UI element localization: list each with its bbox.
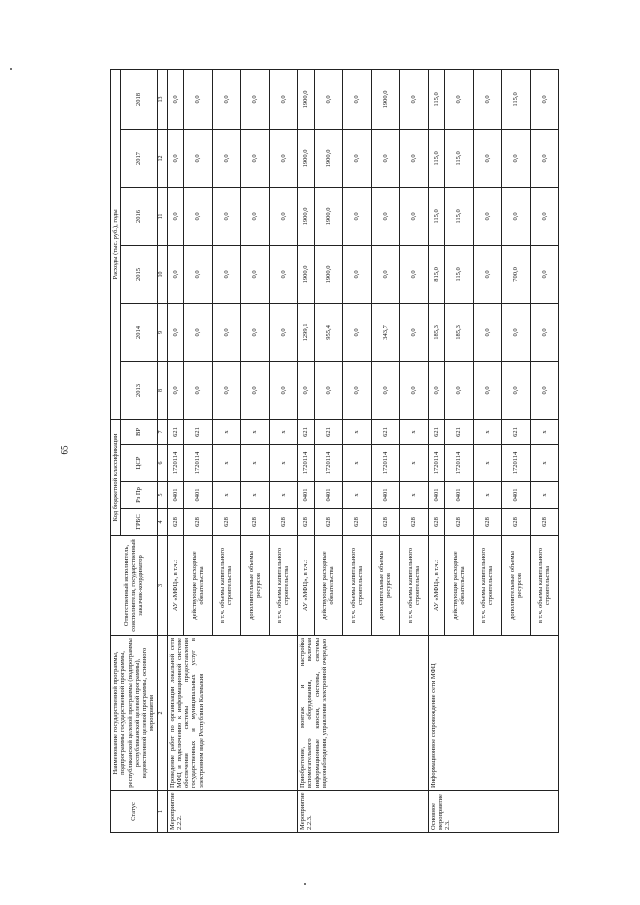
amount-cell: 0,0: [212, 303, 240, 361]
amount-cell: 115,0: [428, 187, 445, 245]
vr-cell: 621: [314, 419, 342, 444]
amount-cell: 955,4: [314, 303, 342, 361]
amount-cell: 0,0: [445, 69, 473, 129]
amount-cell: 115,0: [428, 129, 445, 187]
amount-cell: 0,0: [241, 303, 269, 361]
amount-cell: 0,0: [502, 361, 530, 419]
csr-cell: 1720114: [428, 445, 445, 482]
executor-cell: в т.ч. объемы капитального строительства: [343, 536, 371, 636]
amount-cell: 1900,0: [371, 69, 399, 129]
scan-speck: [10, 68, 12, 70]
grbs-cell: 628: [445, 509, 473, 536]
amount-cell: 0,0: [212, 69, 240, 129]
amount-cell: 343,7: [371, 303, 399, 361]
amount-cell: 0,0: [212, 129, 240, 187]
csr-cell: x: [473, 445, 501, 482]
amount-cell: 815,0: [428, 245, 445, 303]
grbs-cell: 628: [269, 509, 297, 536]
vr-cell: x: [343, 419, 371, 444]
amount-cell: 0,0: [184, 245, 212, 303]
amount-cell: 0,0: [343, 129, 371, 187]
amount-cell: 0,0: [241, 69, 269, 129]
amount-cell: 0,0: [241, 129, 269, 187]
executor-cell: АУ «МФЦ», в т.ч.:: [428, 536, 445, 636]
amount-cell: 0,0: [167, 187, 184, 245]
grbs-cell: 628: [241, 509, 269, 536]
amount-cell: 0,0: [473, 303, 501, 361]
amount-cell: 0,0: [400, 245, 428, 303]
amount-cell: 0,0: [400, 69, 428, 129]
executor-cell: действующие расходные обязательства: [314, 536, 342, 636]
grbs-cell: 628: [298, 509, 315, 536]
header-csr: ЦСР: [121, 445, 157, 482]
amount-cell: 0,0: [314, 361, 342, 419]
amount-cell: 0,0: [212, 245, 240, 303]
rotated-page-table: [110, 70, 552, 833]
vr-cell: x: [530, 419, 559, 444]
amount-cell: 0,0: [371, 361, 399, 419]
executor-cell: в т.ч. объемы капитального строительства: [400, 536, 428, 636]
header-vr: ВР: [121, 419, 157, 444]
amount-cell: 1900,0: [314, 187, 342, 245]
table-row: [167, 69, 184, 832]
amount-cell: 1900,0: [314, 245, 342, 303]
column-number: 1: [157, 791, 167, 833]
grbs-cell: 628: [502, 509, 530, 536]
column-number: 5: [157, 482, 167, 509]
header-year: 2018: [121, 69, 157, 129]
amount-cell: 115,0: [428, 69, 445, 129]
expenses-table: [110, 69, 559, 833]
grbs-cell: 628: [343, 509, 371, 536]
amount-cell: 1900,0: [298, 69, 315, 129]
amount-cell: 0,0: [343, 361, 371, 419]
rzpr-cell: x: [530, 482, 559, 509]
csr-cell: 1720114: [184, 445, 212, 482]
csr-cell: 1720114: [167, 445, 184, 482]
executor-cell: дополнительные объемы ресурсов: [371, 536, 399, 636]
vr-cell: x: [241, 419, 269, 444]
rzpr-cell: 0401: [371, 482, 399, 509]
column-number: 3: [157, 536, 167, 636]
header-year: 2013: [121, 361, 157, 419]
amount-cell: 0,0: [298, 361, 315, 419]
header-budget-code: Код бюджетной классификации: [111, 419, 121, 535]
amount-cell: 0,0: [400, 361, 428, 419]
amount-cell: 700,0: [502, 245, 530, 303]
grbs-cell: 628: [473, 509, 501, 536]
status-cell: Основное мероприятие 2.3.: [428, 791, 559, 833]
amount-cell: 1900,0: [298, 187, 315, 245]
amount-cell: 0,0: [473, 187, 501, 245]
page-number: 65: [59, 445, 70, 455]
amount-cell: 0,0: [184, 129, 212, 187]
amount-cell: 0,0: [269, 245, 297, 303]
rzpr-cell: x: [343, 482, 371, 509]
amount-cell: 0,0: [473, 129, 501, 187]
amount-cell: 0,0: [371, 187, 399, 245]
amount-cell: 0,0: [167, 69, 184, 129]
amount-cell: 0,0: [212, 187, 240, 245]
header-year: 2016: [121, 187, 157, 245]
amount-cell: 0,0: [530, 245, 559, 303]
amount-cell: 0,0: [371, 129, 399, 187]
amount-cell: 0,0: [530, 129, 559, 187]
amount-cell: 0,0: [167, 303, 184, 361]
amount-cell: 115,0: [502, 69, 530, 129]
header-name: Наименование государственной программы, подпрограммы государственной программы, республиканской целевой программы (подпрограммы республиканской целевой программы), ведомственной целевой программы, основного мероприятия: [111, 636, 158, 791]
amount-cell: 115,0: [445, 187, 473, 245]
executor-cell: действующие расходные обязательства: [184, 536, 212, 636]
csr-cell: x: [530, 445, 559, 482]
executor-cell: АУ «МФЦ», в т.ч.:: [167, 536, 184, 636]
amount-cell: 0,0: [343, 245, 371, 303]
header-year: 2017: [121, 129, 157, 187]
amount-cell: 0,0: [400, 129, 428, 187]
header-year: 2014: [121, 303, 157, 361]
amount-cell: 0,0: [184, 361, 212, 419]
rzpr-cell: 0401: [314, 482, 342, 509]
amount-cell: 0,0: [269, 69, 297, 129]
amount-cell: 0,0: [241, 245, 269, 303]
amount-cell: 0,0: [473, 245, 501, 303]
amount-cell: 0,0: [184, 303, 212, 361]
amount-cell: 115,0: [445, 245, 473, 303]
rzpr-cell: 0401: [298, 482, 315, 509]
amount-cell: 0,0: [241, 187, 269, 245]
vr-cell: x: [212, 419, 240, 444]
csr-cell: x: [212, 445, 240, 482]
amount-cell: 0,0: [400, 303, 428, 361]
amount-cell: 0,0: [167, 361, 184, 419]
measure-name-cell: Информационное сопровождение сети МФЦ: [428, 636, 559, 791]
amount-cell: 1900,0: [298, 129, 315, 187]
column-number: 7: [157, 419, 167, 444]
executor-cell: в т.ч. объемы капитального строительства: [269, 536, 297, 636]
rzpr-cell: 0401: [502, 482, 530, 509]
csr-cell: 1720114: [314, 445, 342, 482]
amount-cell: 0,0: [343, 303, 371, 361]
column-number: 6: [157, 445, 167, 482]
amount-cell: 0,0: [314, 69, 342, 129]
csr-cell: 1720114: [371, 445, 399, 482]
amount-cell: 0,0: [473, 69, 501, 129]
amount-cell: 0,0: [269, 129, 297, 187]
grbs-cell: 628: [400, 509, 428, 536]
column-number: 12: [157, 129, 167, 187]
csr-cell: x: [343, 445, 371, 482]
vr-cell: 621: [445, 419, 473, 444]
status-cell: Мероприятие 2.2.3.: [298, 791, 428, 833]
amount-cell: 0,0: [445, 361, 473, 419]
amount-cell: 0,0: [371, 245, 399, 303]
amount-cell: 0,0: [269, 187, 297, 245]
executor-cell: действующие расходные обязательства: [445, 536, 473, 636]
grbs-cell: 628: [167, 509, 184, 536]
grbs-cell: 628: [184, 509, 212, 536]
amount-cell: 115,0: [445, 129, 473, 187]
column-number: 13: [157, 69, 167, 129]
rzpr-cell: x: [473, 482, 501, 509]
amount-cell: 1900,0: [298, 245, 315, 303]
column-number-row: [157, 69, 167, 832]
amount-cell: 0,0: [167, 245, 184, 303]
csr-cell: 1720114: [502, 445, 530, 482]
amount-cell: 0,0: [502, 187, 530, 245]
amount-cell: 0,0: [269, 303, 297, 361]
executor-cell: в т.ч. объемы капитального строительства: [473, 536, 501, 636]
executor-cell: дополнительные объемы ресурсов: [502, 536, 530, 636]
status-cell: Мероприятие 2.2.2.: [167, 791, 297, 833]
rzpr-cell: x: [269, 482, 297, 509]
amount-cell: 0,0: [400, 187, 428, 245]
vr-cell: x: [473, 419, 501, 444]
rzpr-cell: x: [241, 482, 269, 509]
grbs-cell: 628: [428, 509, 445, 536]
grbs-cell: 628: [530, 509, 559, 536]
vr-cell: 621: [502, 419, 530, 444]
vr-cell: x: [400, 419, 428, 444]
column-number: 11: [157, 187, 167, 245]
scan-speck: [304, 883, 306, 885]
amount-cell: 0,0: [530, 187, 559, 245]
csr-cell: 1720114: [298, 445, 315, 482]
header-rzpr: Рз Пр: [121, 482, 157, 509]
amount-cell: 0,0: [343, 187, 371, 245]
amount-cell: 0,0: [530, 69, 559, 129]
rzpr-cell: 0401: [445, 482, 473, 509]
amount-cell: 185,3: [428, 303, 445, 361]
executor-cell: в т.ч. объемы капитального строительства: [212, 536, 240, 636]
vr-cell: x: [269, 419, 297, 444]
amount-cell: 1900,0: [314, 129, 342, 187]
amount-cell: 0,0: [343, 69, 371, 129]
rzpr-cell: 0401: [167, 482, 184, 509]
amount-cell: 0,0: [184, 187, 212, 245]
csr-cell: 1720114: [445, 445, 473, 482]
header-year: 2015: [121, 245, 157, 303]
vr-cell: 621: [371, 419, 399, 444]
csr-cell: x: [269, 445, 297, 482]
amount-cell: 0,0: [269, 361, 297, 419]
amount-cell: 0,0: [530, 303, 559, 361]
column-number: 4: [157, 509, 167, 536]
amount-cell: 0,0: [502, 303, 530, 361]
rzpr-cell: x: [212, 482, 240, 509]
header-status: Статус: [111, 791, 158, 833]
amount-cell: 185,3: [445, 303, 473, 361]
amount-cell: 0,0: [167, 129, 184, 187]
rzpr-cell: 0401: [184, 482, 212, 509]
csr-cell: x: [241, 445, 269, 482]
table-row: [298, 69, 315, 832]
vr-cell: 621: [298, 419, 315, 444]
column-number: 10: [157, 245, 167, 303]
measure-name-cell: Проведение работ по организации локальной сети МФЦ и подключению к информационной системе обеспечения системы предоставления государственных и муниципальных услуг в электронном виде Республики Калмыкия: [167, 636, 297, 791]
rzpr-cell: 0401: [428, 482, 445, 509]
column-number: 9: [157, 303, 167, 361]
amount-cell: 0,0: [428, 361, 445, 419]
amount-cell: 0,0: [212, 361, 240, 419]
amount-cell: 0,0: [502, 129, 530, 187]
grbs-cell: 628: [212, 509, 240, 536]
grbs-cell: 628: [371, 509, 399, 536]
vr-cell: 621: [184, 419, 212, 444]
csr-cell: x: [400, 445, 428, 482]
vr-cell: 621: [428, 419, 445, 444]
rzpr-cell: x: [400, 482, 428, 509]
measure-name-cell: Приобретение, монтаж и настройка вспомогательного оборудования, включая информационные киоски, системы, системы видеонаблюдения, управления электронной очередью: [298, 636, 428, 791]
executor-cell: АУ «МФЦ», в т.ч.:: [298, 536, 315, 636]
amount-cell: 0,0: [530, 361, 559, 419]
executor-cell: в т.ч. объемы капитального строительства: [530, 536, 559, 636]
amount-cell: 0,0: [241, 361, 269, 419]
amount-cell: 0,0: [184, 69, 212, 129]
amount-cell: 0,0: [473, 361, 501, 419]
table-row: [428, 69, 445, 832]
amount-cell: 1299,1: [298, 303, 315, 361]
header-grbs: ГРБС: [121, 509, 157, 536]
grbs-cell: 628: [314, 509, 342, 536]
header-executor: Ответственный исполнитель, соисполнители, государственный заказчик-координатор: [111, 536, 158, 636]
executor-cell: дополнительные объемы ресурсов: [241, 536, 269, 636]
vr-cell: 621: [167, 419, 184, 444]
column-number: 8: [157, 361, 167, 419]
column-number: 2: [157, 636, 167, 791]
header-expenses: Расходы (тыс. руб.), годы: [111, 69, 121, 419]
